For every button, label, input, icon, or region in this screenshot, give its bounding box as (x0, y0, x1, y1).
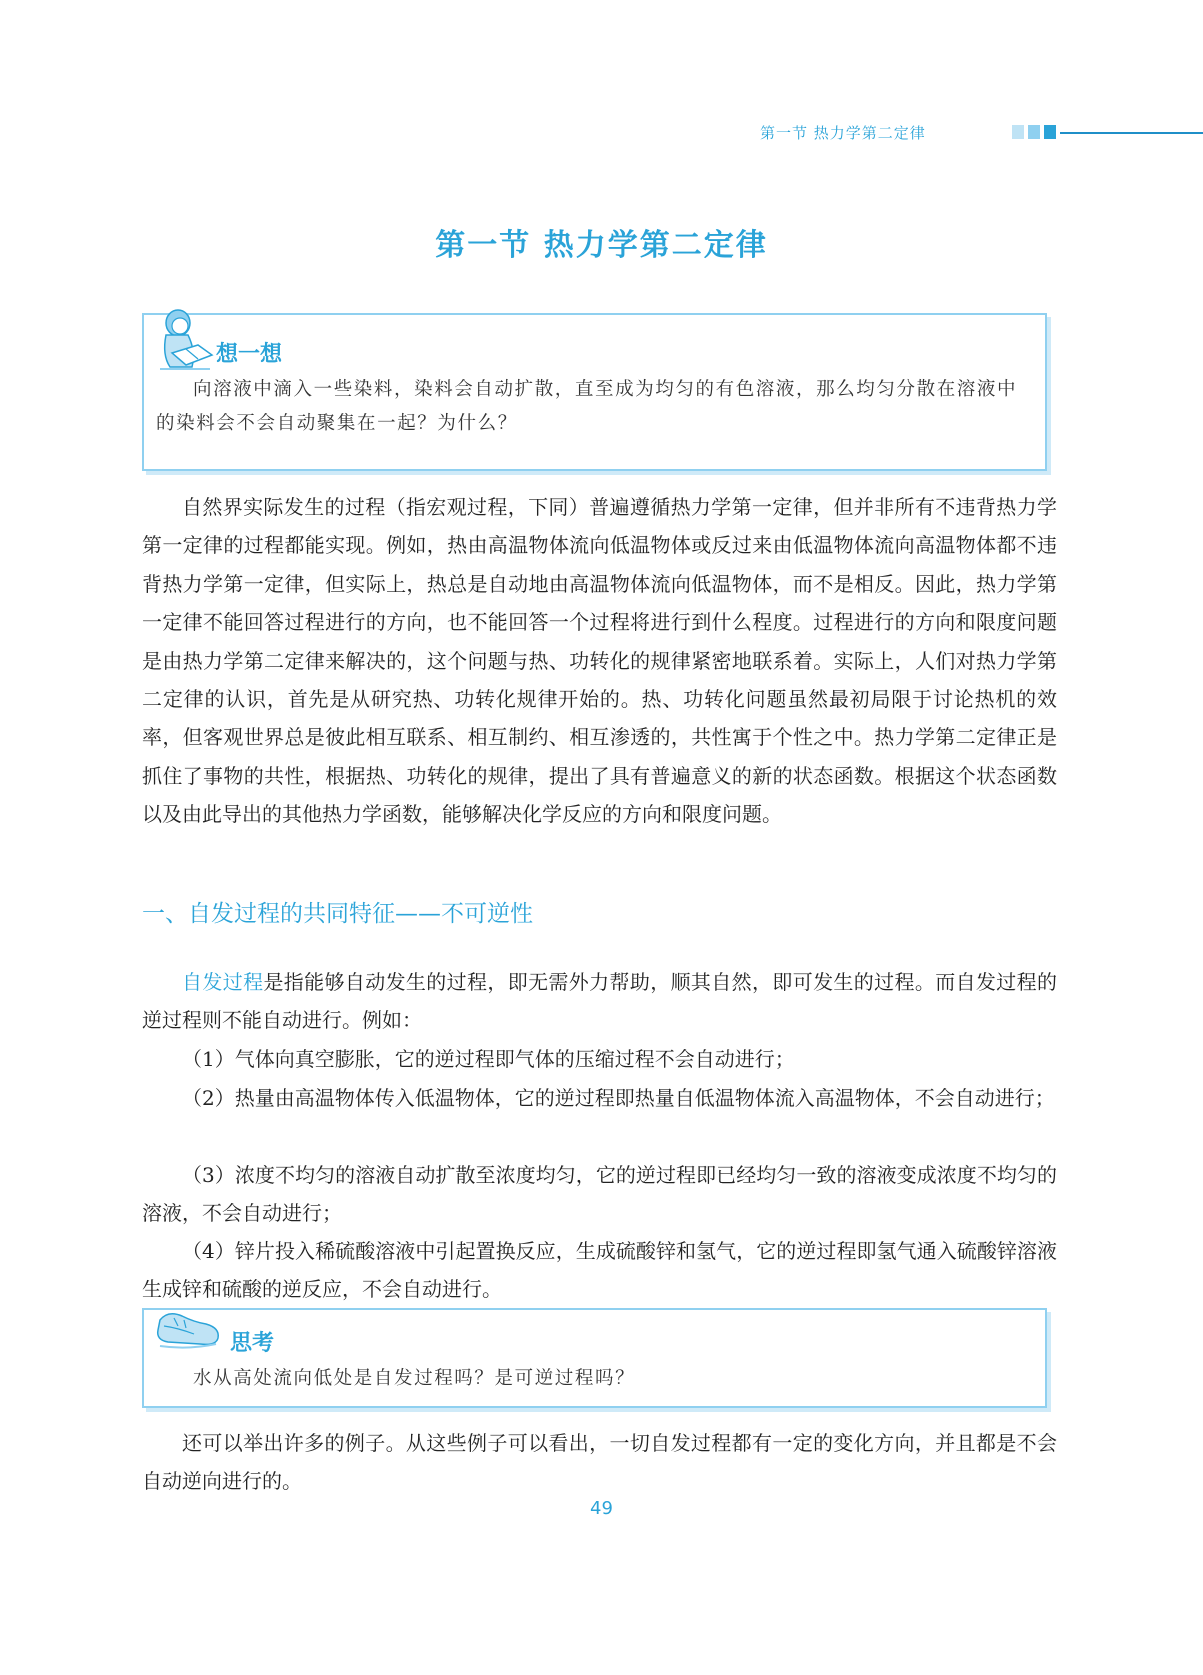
section-title: 第一节 热力学第二定律 (435, 228, 768, 263)
definition-term: 自发过程 (182, 970, 264, 994)
shoe-icon (154, 1306, 224, 1352)
running-header-title: 第一节 热力学第二定律 (760, 124, 926, 142)
reflect-box-text: 水从高处流向低处是自发过程吗？是可逆过程吗？ (193, 1368, 636, 1389)
header-decor-square-3 (1044, 125, 1056, 139)
reflect-box (142, 1308, 1047, 1408)
definition-text: 是指能够自动发生的过程，即无需外力帮助，顺其自然，即可发生的过程。而自发过程的逆过程则不能自动进行。例如： (142, 970, 1058, 1033)
think-box-text: 向溶液中滴入一些染料，染料会自动扩散，直至成为均匀的有色溶液，那么均匀分散在溶液中的染料会不会自动聚集在一起？为什么？ (156, 379, 1018, 434)
header-decor-square-1 (1012, 125, 1024, 139)
closing-paragraph: 还可以举出许多的例子。从这些例子可以看出，一切自发过程都有一定的变化方向，并且都是不会自动逆向进行的。 (142, 1431, 1057, 1494)
example-item-4: （4）锌片投入稀硫酸溶液中引起置换反应，生成硫酸锌和氢气，它的逆过程即氢气通入硫酸锌溶液生成锌和硫酸的逆反应，不会自动进行。 (142, 1239, 1057, 1302)
intro-paragraph: 自然界实际发生的过程（指宏观过程，下同）普遍遵循热力学第一定律，但并非所有不违背热力学第一定律的过程都能实现。例如，热由高温物体流向低温物体或反过来由低温物体流向高温物体都不违背热力学第一定律，但实际上，热总是自动地由高温物体流向低温物体，而不是相反。因此，热力学第一定律不能回答过程进行的方向，也不能回答一个过程将进行到什么程度。过程进行的方向和限度问题是由热力学第二定律来解决的，这个问题与热、功转化的规律紧密地联系着。实际上，人们对热力学第二定律的认识，首先是从研究热、功转化规律开始的。热、功转化问题虽然最初局限于讨论热机的效率，但客观世界总是彼此相互联系、相互制约、相互渗透的，共性寓于个性之中。热力学第二定律正是抓住了事物的共性，根据热、功转化的规律，提出了具有普遍意义的新的状态函数。根据这个状态函数以及由此导出的其他热力学函数，能够解决化学反应的方向和限度问题。 (142, 495, 1057, 827)
think-box-title: 想一想 (216, 342, 283, 367)
example-item-1: （1）气体向真空膨胀，它的逆过程即气体的压缩过程不会自动进行； (182, 1047, 795, 1071)
think-box (142, 313, 1047, 471)
example-item-2: （2）热量由高温物体传入低温物体，它的逆过程即热量自低温物体流入高温物体，不会自动进行； (182, 1086, 1055, 1110)
reflect-box-title: 思考 (230, 1331, 275, 1356)
definition-paragraph (142, 963, 1057, 1040)
page-number: 49 (590, 1498, 613, 1519)
header-rule (1060, 132, 1203, 134)
header-decor-square-2 (1028, 125, 1040, 139)
girl-reading-icon (152, 305, 216, 375)
subsection-heading: 一、自发过程的共同特征——不可逆性 (142, 901, 533, 927)
running-header (760, 122, 1203, 148)
example-item-3: （3）浓度不均匀的溶液自动扩散至浓度均匀，它的逆过程即已经均匀一致的溶液变成浓度不均匀的溶液，不会自动进行； (142, 1163, 1057, 1226)
